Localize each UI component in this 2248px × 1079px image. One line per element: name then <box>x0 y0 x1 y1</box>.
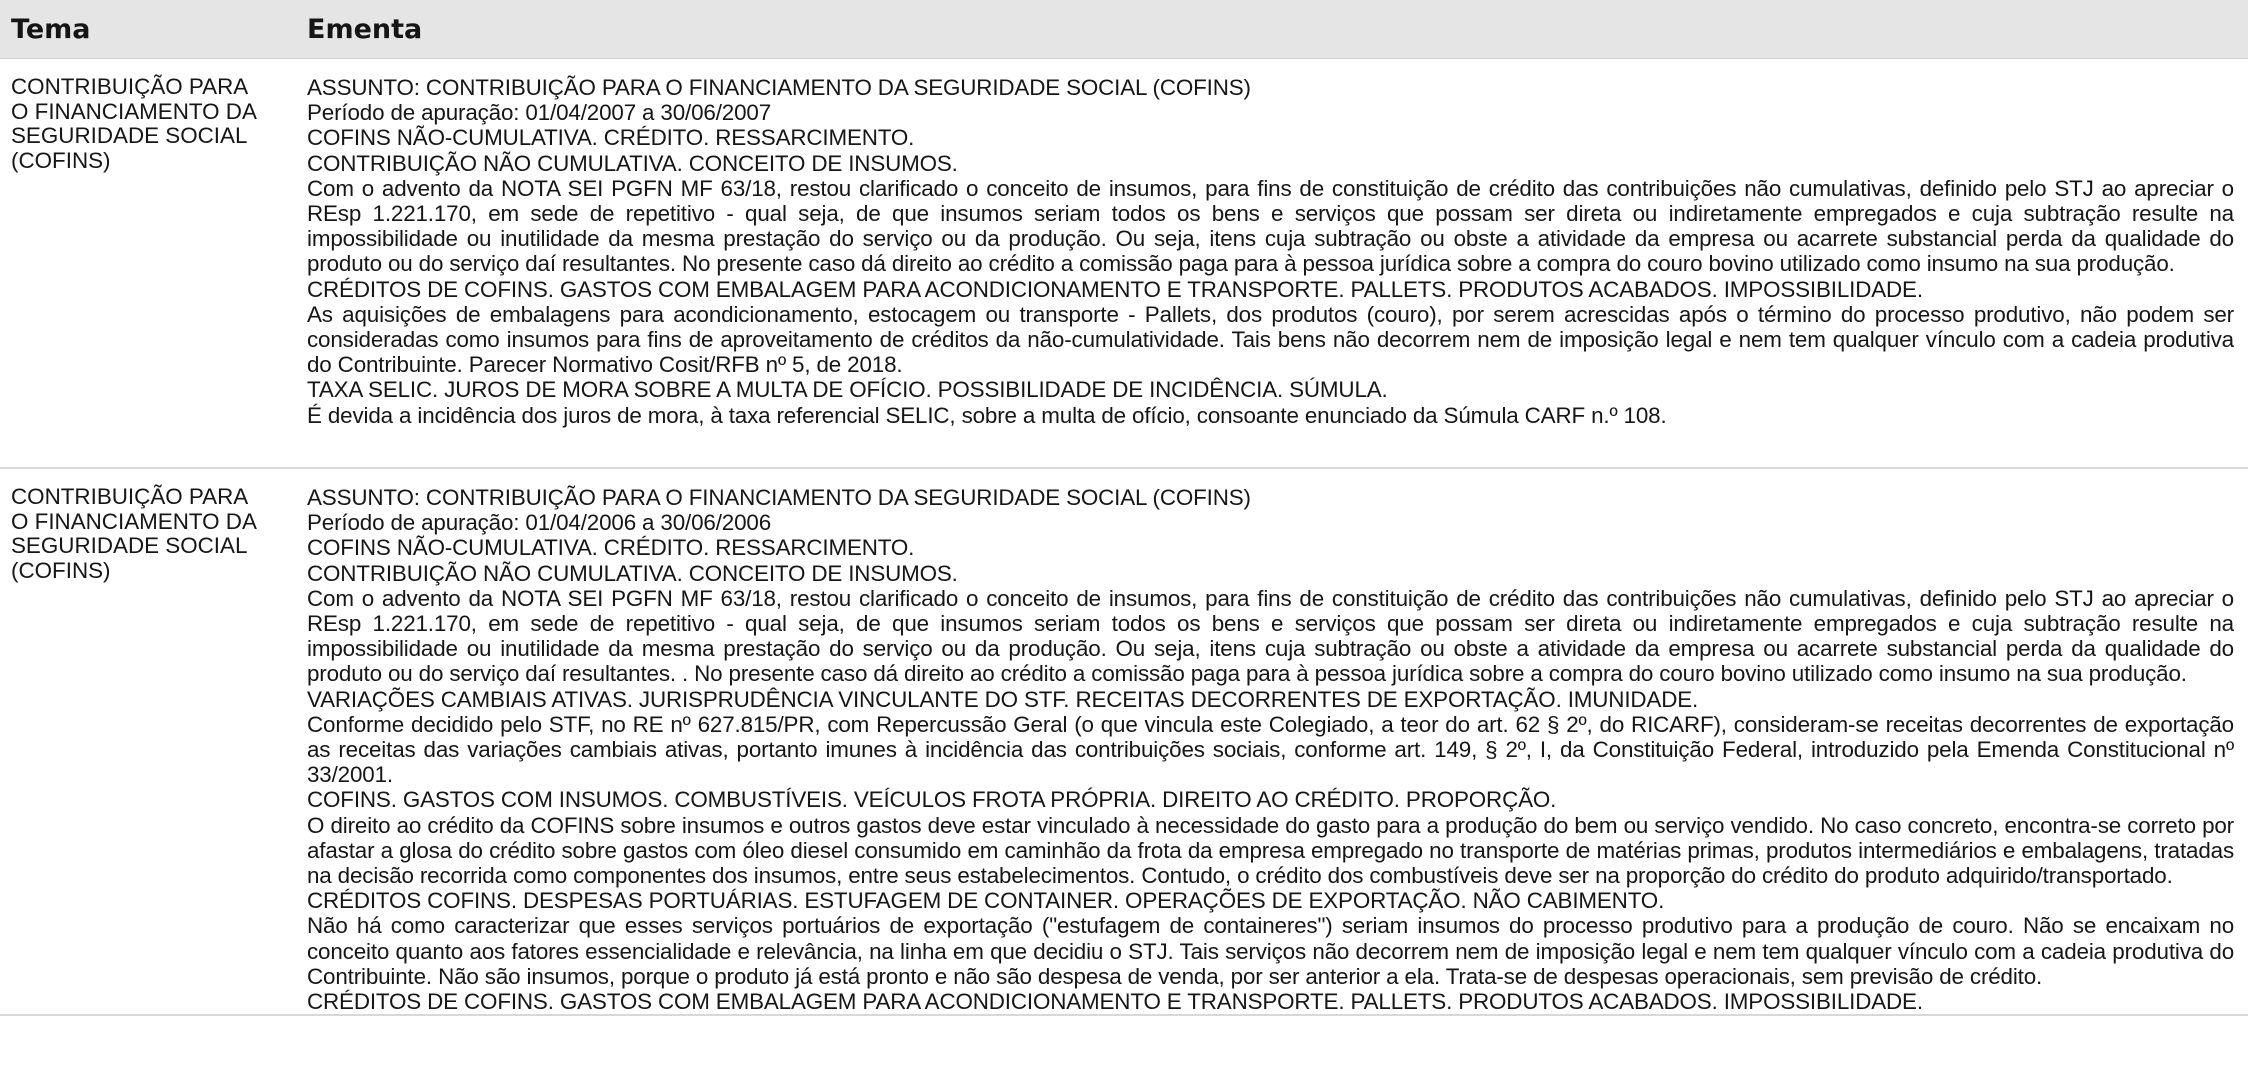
ementa-cell <box>307 485 2248 1014</box>
ementa-heading: CONTRIBUIÇÃO NÃO CUMULATIVA. CONCEITO DE INSUMOS. <box>307 560 958 586</box>
ementa-heading: COFINS NÃO-CUMULATIVA. CRÉDITO. RESSARCIMENTO. <box>307 125 915 151</box>
ementa-period: Período de apuração: 01/04/2006 a 30/06/2006 <box>307 510 771 536</box>
ementa-heading: CRÉDITOS DE COFINS. GASTOS COM EMBALAGEM PARA ACONDICIONAMENTO E TRANSPORTE. PALLETS. PRODUTOS ACABADOS. IMPOSSIBILIDADE. <box>307 276 1923 302</box>
column-header-tema[interactable]: Tema <box>11 13 91 45</box>
ementa-heading: COFINS. GASTOS COM INSUMOS. COMBUSTÍVEIS. VEÍCULOS FROTA PRÓPRIA. DIREITO AO CRÉDITO. PROPORÇÃO. <box>307 787 1557 813</box>
ementa-heading: CRÉDITOS COFINS. DESPESAS PORTUÁRIAS. ESTUFAGEM DE CONTAINER. OPERAÇÕES DE EXPORTAÇÃO. NÃO CABIMENTO. <box>307 888 1665 914</box>
ementa-period: Período de apuração: 01/04/2007 a 30/06/2007 <box>307 100 771 126</box>
ementa-heading: VARIAÇÕES CAMBIAIS ATIVAS. JURISPRUDÊNCIA VINCULANTE DO STF. RECEITAS DECORRENTES DE EXPORTAÇÃO. IMUNIDADE. <box>307 686 1699 712</box>
ementa-cell <box>307 75 2248 467</box>
ementa-paragraph: Conforme decidido pelo STF, no RE nº 627.815/PR, com Repercussão Geral (o que vincula este Colegiado, a teor do art. 62 § 2º, do RICARF), consideram-se receitas decorrentes de exportação as receitas das variações cambiais ativas, portanto imunes à incidência das contribuições sociais, conforme art. 149, § 2º, I, da Constituição Federal, introduzido pela Emenda Constitucional nº 33/2001. <box>307 711 2234 788</box>
ementa-paragraph: As aquisições de embalagens para acondicionamento, estocagem ou transporte - Pallets, dos produtos (couro), por serem acrescidas após o término do processo produtivo, não podem ser consideradas como insumos para fins de aproveitamento de créditos da não-cumulatividade. Tais bens não decorrem nem de imposição legal e nem tem qualquer vínculo com a cadeia produtiva do Contribuinte. Parecer Normativo Cosit/RFB nº 5, de 2018. <box>307 301 2234 378</box>
ementa-paragraph: Não há como caracterizar que esses serviços portuários de exportação ("estufagem de containeres") seriam insumos do processo produtivo para a produção de couro. Não se encaixam no conceito quanto aos fatores essencialidade e relevância, na linha em que decidiu o STJ. Tais serviços não decorrem nem de imposição legal e nem tem qualquer vínculo com a cadeia produtiva do Contribuinte. Não são insumos, porque o produto já está pronto e não são despesa de venda, por ser anterior a ela. Trata-se de despesas operacionais, sem previsão de crédito. <box>307 913 2234 989</box>
column-header-ementa[interactable]: Ementa <box>307 13 423 45</box>
table-header <box>0 0 2248 59</box>
ementa-subject: ASSUNTO: CONTRIBUIÇÃO PARA O FINANCIAMENTO DA SEGURIDADE SOCIAL (COFINS) <box>307 75 1251 100</box>
ementa-paragraph: Com o advento da NOTA SEI PGFN MF 63/18, restou clarificado o conceito de insumos, para fins de constituição de crédito das contribuições não cumulativas, definido pelo STJ ao apreciar o REsp 1.221.170, em sede de repetitivo - qual seja, de que insumos seriam todos os bens e serviços que possam ser direta ou indiretamente empregados e cuja subtração resulte na impossibilidade ou inutilidade da mesma prestação do serviço ou da produção. Ou seja, itens cuja subtração ou obste a atividade da empresa ou acarrete substancial perda da qualidade do produto ou do serviço daí resultantes. No presente caso dá direito ao crédito a comissão paga para à pessoa jurídica sobre a compra do couro bovino utilizado como insumo na sua produção. <box>307 175 2234 277</box>
ementa-heading: CONTRIBUIÇÃO NÃO CUMULATIVA. CONCEITO DE INSUMOS. <box>307 150 958 176</box>
table-row <box>0 469 2248 1016</box>
tema-cell: CONTRIBUIÇÃO PARA O FINANCIAMENTO DA SEGURIDADE SOCIAL (COFINS) <box>11 74 257 173</box>
table-row <box>0 59 2248 469</box>
ementa-heading: COFINS NÃO-CUMULATIVA. CRÉDITO. RESSARCIMENTO. <box>307 535 915 561</box>
ementa-paragraph: O direito ao crédito da COFINS sobre insumos e outros gastos deve estar vinculado à necessidade do gasto para a produção do bem ou serviço vendido. No caso concreto, encontra-se correto por afastar a glosa do crédito sobre gastos com óleo diesel consumido em caminhão da frota da empresa empregado no transporte de matérias primas, produtos intermediários e embalagens, tratadas na decisão recorrida como componentes dos insumos, entre seus estabelecimentos. Contudo, o crédito dos combustíveis deve ser na proporção do crédito do produto adquirido/transportado. <box>307 812 2234 889</box>
ementa-paragraph: É devida a incidência dos juros de mora, à taxa referencial SELIC, sobre a multa de ofício, consoante enunciado da Súmula CARF n.º 108. <box>307 402 1667 428</box>
tema-cell: CONTRIBUIÇÃO PARA O FINANCIAMENTO DA SEGURIDADE SOCIAL (COFINS) <box>11 484 257 583</box>
ementa-paragraph: Com o advento da NOTA SEI PGFN MF 63/18, restou clarificado o conceito de insumos, para fins de constituição de crédito das contribuições não cumulativas, definido pelo STJ ao apreciar o REsp 1.221.170, em sede de repetitivo - qual seja, de que insumos seriam todos os bens e serviços que possam ser direta ou indiretamente empregados e cuja subtração resulte na impossibilidade ou inutilidade da mesma prestação do serviço ou da produção. Ou seja, itens cuja subtração ou obste a atividade da empresa ou acarrete substancial perda da qualidade do produto ou do serviço daí resultantes. . No presente caso dá direito ao crédito a comissão paga para à pessoa jurídica sobre a compra do couro bovino utilizado como insumo na sua produção. <box>307 585 2234 687</box>
ementa-subject: ASSUNTO: CONTRIBUIÇÃO PARA O FINANCIAMENTO DA SEGURIDADE SOCIAL (COFINS) <box>307 485 1251 510</box>
ementa-heading: CRÉDITOS DE COFINS. GASTOS COM EMBALAGEM PARA ACONDICIONAMENTO E TRANSPORTE. PALLETS. PRODUTOS ACABADOS. IMPOSSIBILIDADE. <box>307 989 1923 1015</box>
ementa-heading: TAXA SELIC. JUROS DE MORA SOBRE A MULTA DE OFÍCIO. POSSIBILIDADE DE INCIDÊNCIA. SÚMULA. <box>307 377 1388 403</box>
